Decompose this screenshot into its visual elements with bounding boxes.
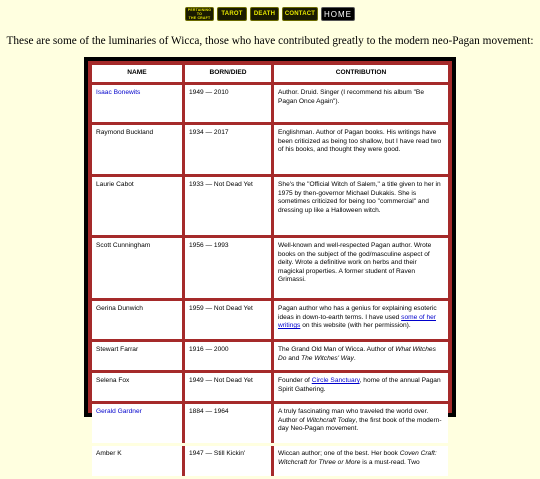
contribution-cell: Author. Druid. Singer (I recommend his album "Be Pagan Once Again"). — [271, 85, 448, 122]
nav-tarot-button[interactable]: TAROT — [217, 7, 247, 21]
nav-pertaining-line1: PERTAINING TO — [187, 8, 212, 16]
name-link[interactable]: Isaac Bonewits — [96, 89, 141, 96]
contribution-cell: Well-known and well-respected Pagan author. Wrote books on the subject of the god/masculine aspect of deity. Wrote a definitive work on herbs and their magickal properties. A former student of Raven Grimassi. — [271, 238, 448, 298]
born-cell: 1934 — 2017 — [182, 125, 271, 174]
luminaries-table — [92, 62, 448, 479]
contribution-text: A truly fascinating man who traveled the world over. Author of — [278, 408, 429, 424]
header-name: NAME — [92, 65, 182, 82]
table-row — [92, 301, 448, 339]
name-cell: Raymond Buckland — [92, 125, 182, 174]
book-title-2: The Witches' Way — [301, 354, 354, 362]
name-cell: Stewart Farrar — [92, 342, 182, 370]
nav-death-button[interactable]: DEATH — [250, 7, 279, 21]
header-born: BORN/DIED — [182, 65, 271, 82]
contribution-cell: She's the "Official Witch of Salem," a title given to her in 1975 by then-governor Michael Dukakis. She is sometimes criticized for being too "commercial" and dressing up like a Halloween witch. — [271, 177, 448, 235]
contribution-text-after: , the first book of the modern-day Neo-Pagan movement. — [278, 416, 442, 433]
contribution-text: Pagan author who has a genius for explaining esoteric ideas in down-to-earth terms. I have used — [278, 305, 437, 321]
contribution-cell — [271, 301, 448, 339]
table-row — [92, 177, 448, 235]
born-cell: 1947 — Still Kickin' — [182, 446, 271, 476]
name-cell[interactable] — [92, 404, 182, 443]
contribution-text-after: on this website (with her permission). — [300, 322, 411, 330]
book-title-1: Coven Craft: Witchcraft for Three or More — [278, 450, 437, 466]
name-link[interactable]: Gerald Gardner — [96, 408, 142, 415]
intro-text: These are some of the luminaries of Wicca, those who have contributed greatly to the modern neo-Pagan movement: — [6, 35, 534, 47]
contribution-cell: Englishman. Author of Pagan books. His writings have been criticized as being too shallow, but I have read two of his books, and thought they were good. — [271, 125, 448, 174]
contribution-text-after: , home of the annual Pagan Spirit Gathering. — [278, 377, 441, 393]
circle-sanctuary-link[interactable]: Circle Sanctuary — [311, 377, 360, 384]
name-cell: Scott Cunningham — [92, 238, 182, 298]
luminaries-table-border — [88, 61, 452, 466]
contribution-cell — [271, 404, 448, 443]
born-cell: 1933 — Not Dead Yet — [182, 177, 271, 235]
contribution-text: Wiccan author; one of the best. Her book — [278, 450, 400, 457]
name-cell: Laurie Cabot — [92, 177, 182, 235]
name-cell: Amber K — [92, 446, 182, 476]
nav-pertaining-button[interactable] — [185, 7, 214, 21]
table-row — [92, 125, 448, 174]
name-cell[interactable] — [92, 85, 182, 122]
contribution-cell — [271, 446, 448, 476]
table-row — [92, 373, 448, 401]
contribution-text: The Grand Old Man of Wicca. Author of — [278, 346, 396, 353]
born-cell: 1916 — 2000 — [182, 342, 271, 370]
book-title-1: Witchcraft Today — [306, 416, 356, 424]
table-header-row — [92, 65, 448, 82]
table-row — [92, 342, 448, 370]
contribution-text-after: . — [353, 354, 356, 362]
contribution-text-after: is a must-read. Two — [360, 458, 420, 466]
luminaries-table-frame — [84, 57, 456, 466]
header-contribution: CONTRIBUTION — [271, 65, 448, 82]
nav-pertaining-line2: THE CRAFT — [188, 16, 211, 20]
born-cell: 1959 — Not Dead Yet — [182, 301, 271, 339]
name-cell: Gerina Dunwich — [92, 301, 182, 339]
table-row — [92, 85, 448, 122]
top-nav — [0, 7, 540, 21]
born-cell: 1884 — 1964 — [182, 404, 271, 443]
contribution-text: Founder of — [278, 377, 312, 384]
nav-contact-button[interactable]: CONTACT — [282, 7, 318, 21]
name-cell: Selena Fox — [92, 373, 182, 401]
contribution-text-mid: and — [286, 354, 302, 362]
born-cell: 1956 — 1993 — [182, 238, 271, 298]
table-row — [92, 238, 448, 298]
nav-home-button[interactable]: HOME — [321, 7, 355, 21]
born-cell: 1949 — Not Dead Yet — [182, 373, 271, 401]
contribution-cell — [271, 373, 448, 401]
writings-link[interactable]: some of her writings — [278, 313, 436, 330]
contribution-cell — [271, 342, 448, 370]
born-cell: 1949 — 2010 — [182, 85, 271, 122]
table-row — [92, 446, 448, 476]
table-row — [92, 404, 448, 443]
book-title-1: What Witches Do — [278, 346, 436, 362]
